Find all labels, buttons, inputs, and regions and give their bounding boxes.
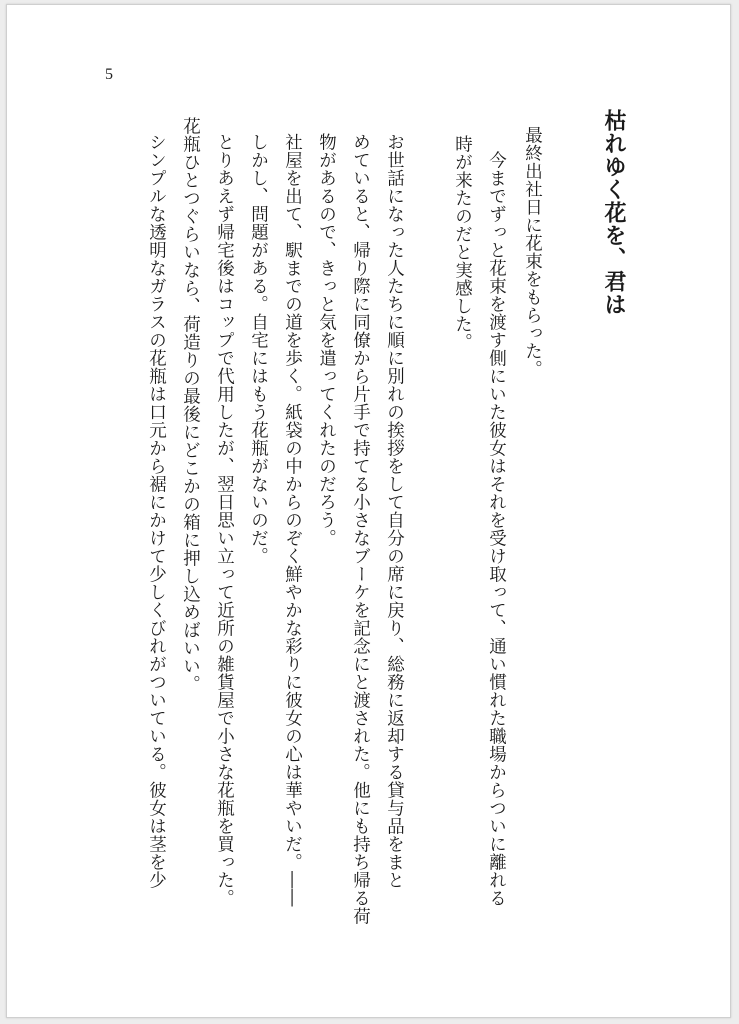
text-line: とりあえず帰宅後はコップで代用したが、翌日思い立って近所の雑貨屋で小さな花瓶を買った。: [214, 133, 235, 907]
text-line: しかし、問題がある。自宅にはもう花瓶がないのだ。: [248, 133, 269, 565]
text-line: 時が来たのだと実感した。: [452, 135, 473, 351]
text-line: 今までずっと花束を渡す側にいた彼女はそれを受け取って、通い慣れた職場からついに離れる: [486, 151, 507, 907]
text-line: 最終出社日に花束をもらった。: [522, 126, 543, 378]
book-page: [6, 4, 731, 1018]
text-line: 花瓶ひとつぐらいなら、荷造りの最後にどこかの箱に押し込めばいい。: [180, 117, 201, 693]
text-line: お世話になった人たちに順に別れの挨拶をして自分の席に戻り、総務に返却する貸与品をまと: [384, 133, 405, 889]
text-line: 物があるので、きっと気を遣ってくれたのだろう。: [316, 133, 337, 547]
page-number: 5: [105, 66, 113, 83]
text-line: めていると、帰り際に同僚から片手で持てる小さなブーケを記念にと渡された。他にも持ち帰る荷: [350, 133, 371, 925]
text-line: 社屋を出て、駅までの道を歩く。紙袋の中からのぞく鮮やかな彩りに彼女の心は華やいだ。――: [282, 133, 303, 907]
text-line: シンプルな透明なガラスの花瓶は口元から裾にかけて少しくびれがついている。彼女は茎を少: [146, 133, 167, 889]
chapter-title: 枯れゆく花を、君は: [601, 109, 627, 316]
